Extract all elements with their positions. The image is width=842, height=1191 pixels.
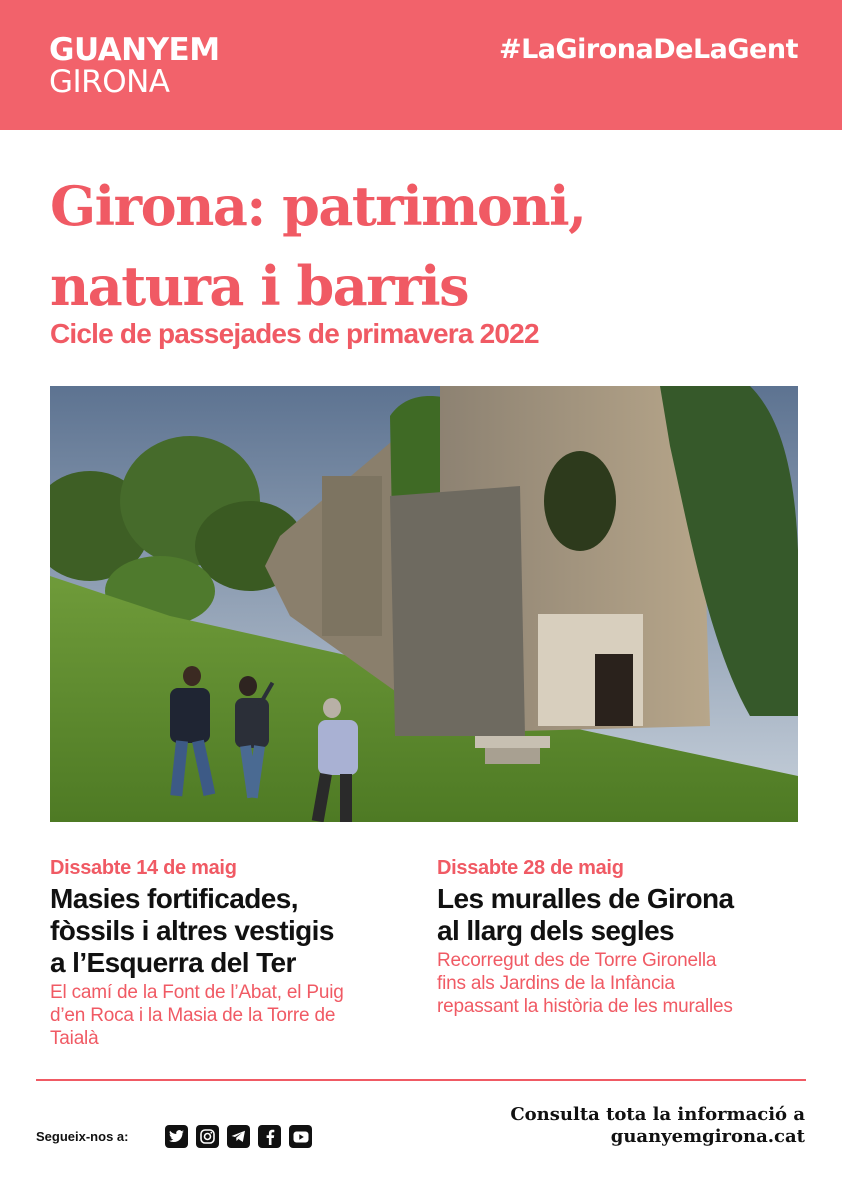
follow-label: Segueix-nos a: xyxy=(36,1129,129,1144)
footer-divider xyxy=(36,1079,806,1081)
hero-photo xyxy=(50,386,798,822)
event-1-date: Dissabte 14 de maig xyxy=(50,857,237,879)
instagram-icon[interactable] xyxy=(196,1125,219,1148)
website-link[interactable]: guanyemgirona.cat xyxy=(610,1126,805,1147)
guanyem-girona-logo[interactable] xyxy=(49,34,220,98)
twitter-icon[interactable] xyxy=(165,1125,188,1148)
event-1-title-line: a l’Esquerra del Ter xyxy=(50,947,296,978)
telegram-icon[interactable] xyxy=(227,1125,250,1148)
event-2-date: Dissabte 28 de maig xyxy=(437,857,624,879)
event-1-title-line: Masies fortificades, xyxy=(50,883,298,914)
event-2-desc-line: fins als Jardins de la Infància xyxy=(437,973,675,994)
youtube-icon[interactable] xyxy=(289,1125,312,1148)
event-2-desc-line: Recorregut des de Torre Gironella xyxy=(437,950,717,971)
event-2-title xyxy=(437,883,797,947)
hashtag: #LaGironaDeLaGent xyxy=(498,34,798,65)
event-2 xyxy=(437,855,797,1018)
event-1-title-line: fòssils i altres vestigis xyxy=(50,915,334,946)
event-1-desc-line: Taialà xyxy=(50,1028,99,1049)
event-2-desc-line: repassant la història de les muralles xyxy=(437,996,733,1017)
event-1-description xyxy=(50,981,410,1050)
logo-line-1: GUANYEM xyxy=(49,32,220,68)
logo-line-2: GIRONA xyxy=(49,64,170,100)
page-title xyxy=(50,166,810,326)
walkers-by-ruined-wall-illustration xyxy=(50,386,798,822)
title-line-2: natura i barris xyxy=(50,254,469,318)
event-1-desc-line: d’en Roca i la Masia de la Torre de xyxy=(50,1005,336,1026)
subtitle: Cicle de passejades de primavera 2022 xyxy=(50,318,539,349)
social-links xyxy=(165,1125,312,1148)
event-1-title xyxy=(50,883,410,979)
event-2-title-line: al llarg dels segles xyxy=(437,915,675,946)
consult-info xyxy=(510,1104,805,1148)
event-2-description xyxy=(437,949,797,1018)
event-1-desc-line: El camí de la Font de l’Abat, el Puig xyxy=(50,982,344,1003)
event-1 xyxy=(50,855,410,1050)
event-2-title-line: Les muralles de Girona xyxy=(437,883,734,914)
consult-line-1: Consulta tota la informació a xyxy=(510,1104,805,1125)
title-line-1: Girona: patrimoni, xyxy=(50,174,586,238)
header-bar xyxy=(0,0,842,130)
facebook-icon[interactable] xyxy=(258,1125,281,1148)
